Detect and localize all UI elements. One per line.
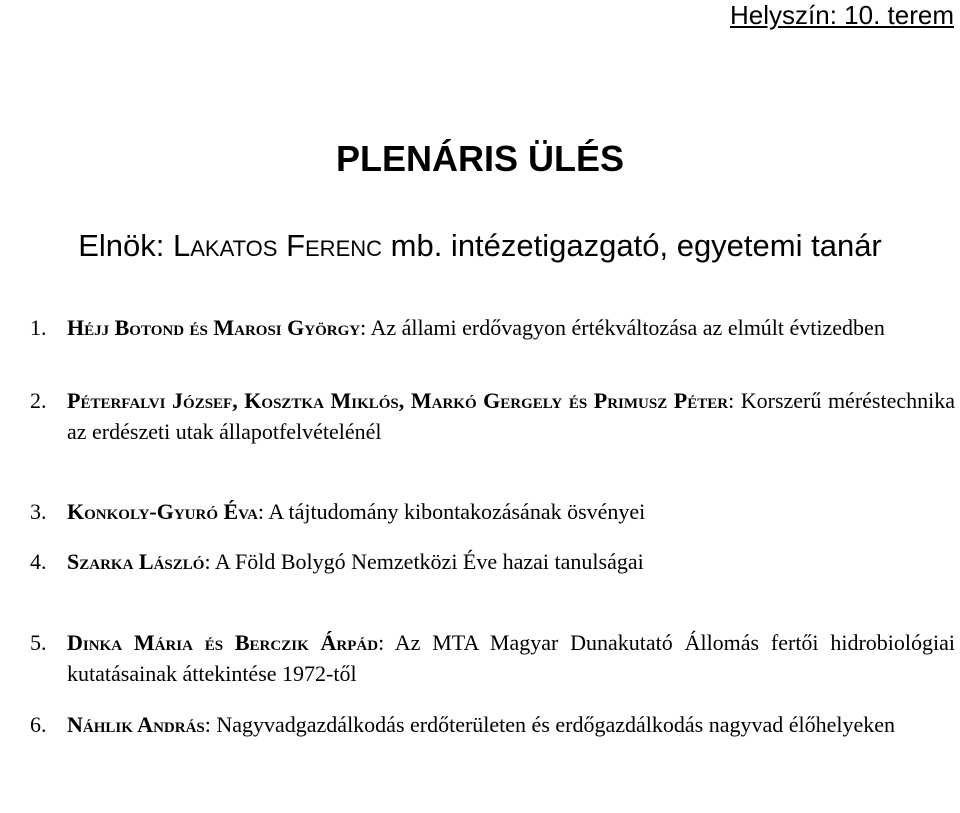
chair-name: Lakatos Ferenc bbox=[173, 228, 383, 263]
talk-title: : A tájtudomány kibontakozásának ösvényei bbox=[257, 499, 646, 524]
talk-number: 5. bbox=[30, 630, 47, 655]
talk-authors: Szarka László bbox=[67, 549, 205, 574]
talk-title: : Az MTA Magyar Dunakutató Állomás fertői hidrobiológiai kutatásainak áttekintése 1972-től bbox=[67, 630, 955, 686]
talk-number: 6. bbox=[30, 712, 47, 737]
chair-role: mb. intézetigazgató, egyetemi tanár bbox=[382, 228, 882, 263]
talk-item bbox=[30, 312, 955, 343]
talk-item bbox=[30, 709, 955, 740]
talk-number: 1. bbox=[30, 315, 47, 340]
talk-number: 2. bbox=[30, 388, 47, 413]
talk-title: : Nagyvadgazdálkodás erdőterületen és erdőgazdálkodás nagyvad élőhelyeken bbox=[204, 712, 896, 737]
talk-item bbox=[30, 496, 955, 527]
chair-prefix: Elnök: bbox=[78, 228, 173, 263]
talk-authors: Konkoly-Gyuró Éva bbox=[67, 499, 258, 524]
talk-title: : Az állami erdővagyon értékváltozása az elmúlt évtizedben bbox=[360, 315, 885, 340]
talk-number: 4. bbox=[30, 549, 47, 574]
talk-item bbox=[30, 627, 955, 689]
talk-list bbox=[30, 312, 955, 740]
talk-authors: Náhlik András bbox=[67, 712, 205, 737]
talk-authors: Héjj Botond és Marosi György bbox=[67, 315, 361, 340]
talk-number: 3. bbox=[30, 499, 47, 524]
talk-title: : Korszerű méréstechnika az erdészeti utak állapotfelvételénél bbox=[67, 388, 955, 444]
session-title: PLENÁRIS ÜLÉS bbox=[335, 138, 625, 179]
talk-authors: Péterfalvi József, Kosztka Miklós, Markó Gergely és Primusz Péter bbox=[67, 388, 729, 413]
talk-title: : A Föld Bolygó Nemzetközi Éve hazai tanulságai bbox=[204, 549, 644, 574]
talk-item bbox=[30, 385, 955, 447]
chair-line bbox=[0, 226, 960, 266]
talk-authors: Dinka Mária és Berczik Árpád bbox=[67, 630, 379, 655]
talk-item bbox=[30, 546, 955, 577]
location-label: Helyszín: 10. terem bbox=[730, 0, 954, 30]
